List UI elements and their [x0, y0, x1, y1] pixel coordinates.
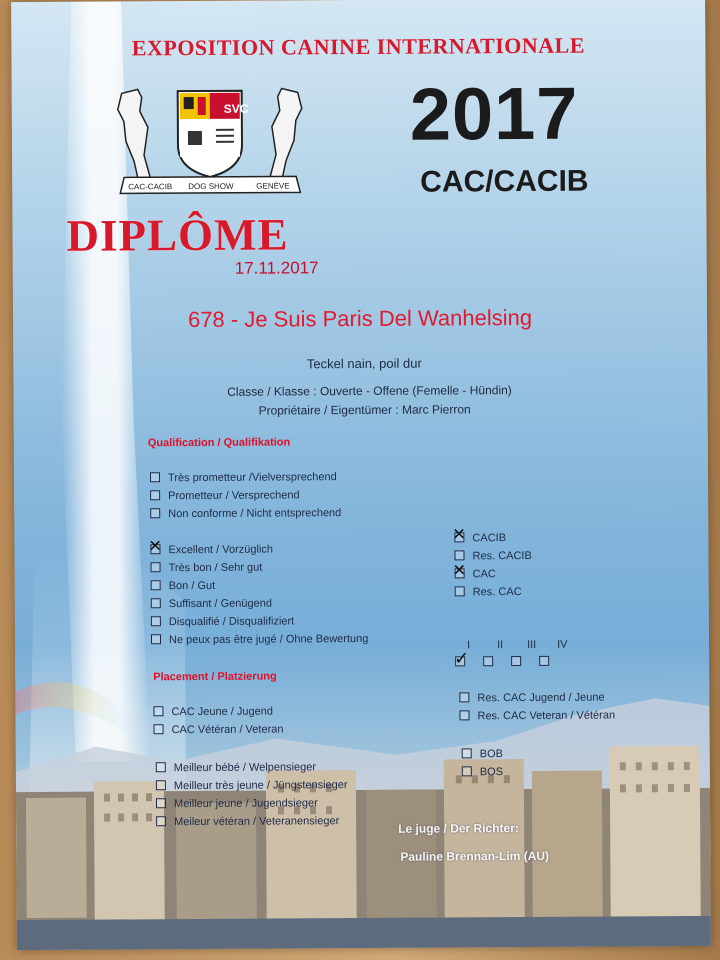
event-title: EXPOSITION CANINE INTERNATIONALE — [131, 32, 586, 61]
banner-center-text: DOG SHOW — [188, 181, 234, 192]
placement-heading: Placement / Platzierung — [153, 670, 277, 684]
checkbox — [151, 634, 161, 644]
placement-option-meilleur-bebe — [156, 760, 316, 775]
checkbox — [156, 816, 166, 826]
qualif-option-non-conforme — [150, 506, 341, 521]
checkbox-checked — [150, 544, 160, 554]
placement-option-meilleur-veteran — [156, 814, 339, 829]
checkbox — [153, 706, 163, 716]
rank-label-4: IV — [557, 638, 568, 651]
checkbox — [154, 724, 164, 734]
placement-option-meilleur-tres-jeune — [156, 778, 348, 793]
checkbox — [459, 710, 469, 720]
dog-class: Classe / Klasse : Ouverte - Offene (Femelle - Hündin) — [227, 383, 512, 399]
show-date: 17.11.2017 — [234, 258, 319, 278]
rank-4-checkbox — [539, 656, 549, 666]
checkbox — [454, 550, 464, 560]
qualif-option-tres-prometteur — [150, 470, 337, 485]
option-label: CAC — [472, 568, 496, 581]
qualif-option-ne-peux-pas — [151, 632, 368, 647]
banner-left-text: CAC-CACIB — [128, 182, 173, 192]
checkbox — [459, 692, 469, 702]
judge-name: Pauline Brennan-Lim (AU) — [400, 848, 550, 864]
checkbox — [462, 766, 472, 776]
option-label: Meilleur bébé / Welpensieger — [173, 761, 317, 775]
shield-text: SVC — [223, 101, 249, 116]
rank-label-1: I — [467, 639, 471, 652]
checkbox — [151, 580, 161, 590]
judge-label: Le juge / Der Richter: — [398, 821, 519, 836]
checkbox — [151, 616, 161, 626]
placement-option-cac-jeune — [153, 705, 273, 720]
placement-option-bos — [462, 765, 503, 779]
option-label: Meilleur jeune / Jugendsieger — [173, 797, 318, 811]
dog-breed: Teckel nain, poil dur — [306, 355, 422, 372]
placement-option-bob — [462, 747, 503, 761]
checkbox — [462, 748, 472, 758]
qualif-option-excellent — [150, 543, 273, 558]
option-label: Meileur vétéran / Veteranensieger — [174, 815, 340, 829]
option-label: Excellent / Vorzüglich — [168, 543, 274, 557]
placement-option-meilleur-jeune — [156, 796, 318, 811]
rank-2-checkbox — [483, 656, 493, 666]
checkbox-checked — [454, 532, 464, 542]
checkbox — [150, 472, 160, 482]
qualif-option-suffisant — [151, 597, 272, 612]
rank-1-checkbox-checked — [455, 656, 465, 666]
rank-3-checkbox — [511, 656, 521, 666]
option-label: Res. CAC Jugend / Jeune — [477, 691, 605, 705]
banner-right-text: GENÈVE — [256, 181, 290, 191]
option-label: Prometteur / Versprechend — [168, 489, 300, 503]
option-label: Suffisant / Genügend — [168, 597, 272, 611]
checkbox — [150, 508, 160, 518]
checkbox — [156, 780, 166, 790]
checkbox — [156, 798, 166, 808]
qualif-option-bon — [151, 579, 216, 593]
option-label: Bon / Gut — [168, 579, 216, 593]
title-option-res-cacib — [454, 549, 531, 563]
rank-label-3: III — [527, 638, 537, 651]
ranking-labels — [467, 639, 587, 652]
checkbox-checked — [455, 568, 465, 578]
placement-option-res-cac-veteran — [459, 708, 615, 723]
dog-silhouette-icon — [188, 131, 202, 145]
option-label: Non conforme / Nicht entsprechend — [168, 507, 342, 521]
title-option-cacib — [454, 531, 506, 545]
show-year: 2017 — [409, 71, 579, 156]
option-label: Très prometteur /Vielversprechend — [167, 471, 337, 485]
placement-option-cac-veteran — [154, 722, 284, 737]
rank-label-2: II — [497, 639, 504, 652]
qualification-heading: Qualification / Qualifikation — [147, 436, 291, 450]
diploma-poster — [11, 0, 711, 950]
option-label: Très bon / Sehr gut — [168, 561, 263, 575]
placement-option-res-cac-jugend — [459, 691, 604, 706]
diploma-heading: DIPLÔME — [66, 209, 289, 261]
checkbox — [150, 490, 160, 500]
option-label: Res. CAC Veteran / Vétéran — [477, 709, 616, 723]
show-subtitle: CAC/CACIB — [420, 164, 589, 199]
geneva-crest-logo — [104, 80, 317, 199]
ranking-checkboxes — [455, 655, 557, 670]
checkbox — [151, 598, 161, 608]
option-label: CACIB — [472, 532, 507, 545]
qualif-option-disqualifie — [151, 614, 294, 629]
option-label: BOB — [479, 748, 503, 761]
checkbox — [455, 586, 465, 596]
option-label: Disqualifié / Disqualifiziert — [168, 615, 295, 629]
option-label: Ne peux pas être jugé / Ohne Bewertung — [168, 632, 369, 647]
qualif-option-tres-bon — [151, 561, 263, 576]
title-option-res-cac — [455, 585, 522, 599]
dog-name: 678 - Je Suis Paris Del Wanhelsing — [187, 304, 533, 333]
title-option-cac — [455, 567, 496, 581]
option-label: CAC Vétéran / Veteran — [171, 723, 284, 737]
option-label: Meilleur très jeune / Jüngstensieger — [173, 779, 348, 793]
checkbox — [156, 762, 166, 772]
dog-owner: Propriétaire / Eigentümer : Marc Pierron — [258, 402, 471, 418]
right-dog-icon — [270, 88, 303, 178]
checkbox — [151, 562, 161, 572]
left-dog-icon — [118, 89, 151, 179]
qualif-option-prometteur — [150, 488, 300, 503]
option-label: BOS — [479, 766, 504, 779]
option-label: Res. CAC — [472, 586, 522, 599]
option-label: Res. CACIB — [472, 549, 532, 563]
option-label: CAC Jeune / Jugend — [171, 705, 274, 719]
